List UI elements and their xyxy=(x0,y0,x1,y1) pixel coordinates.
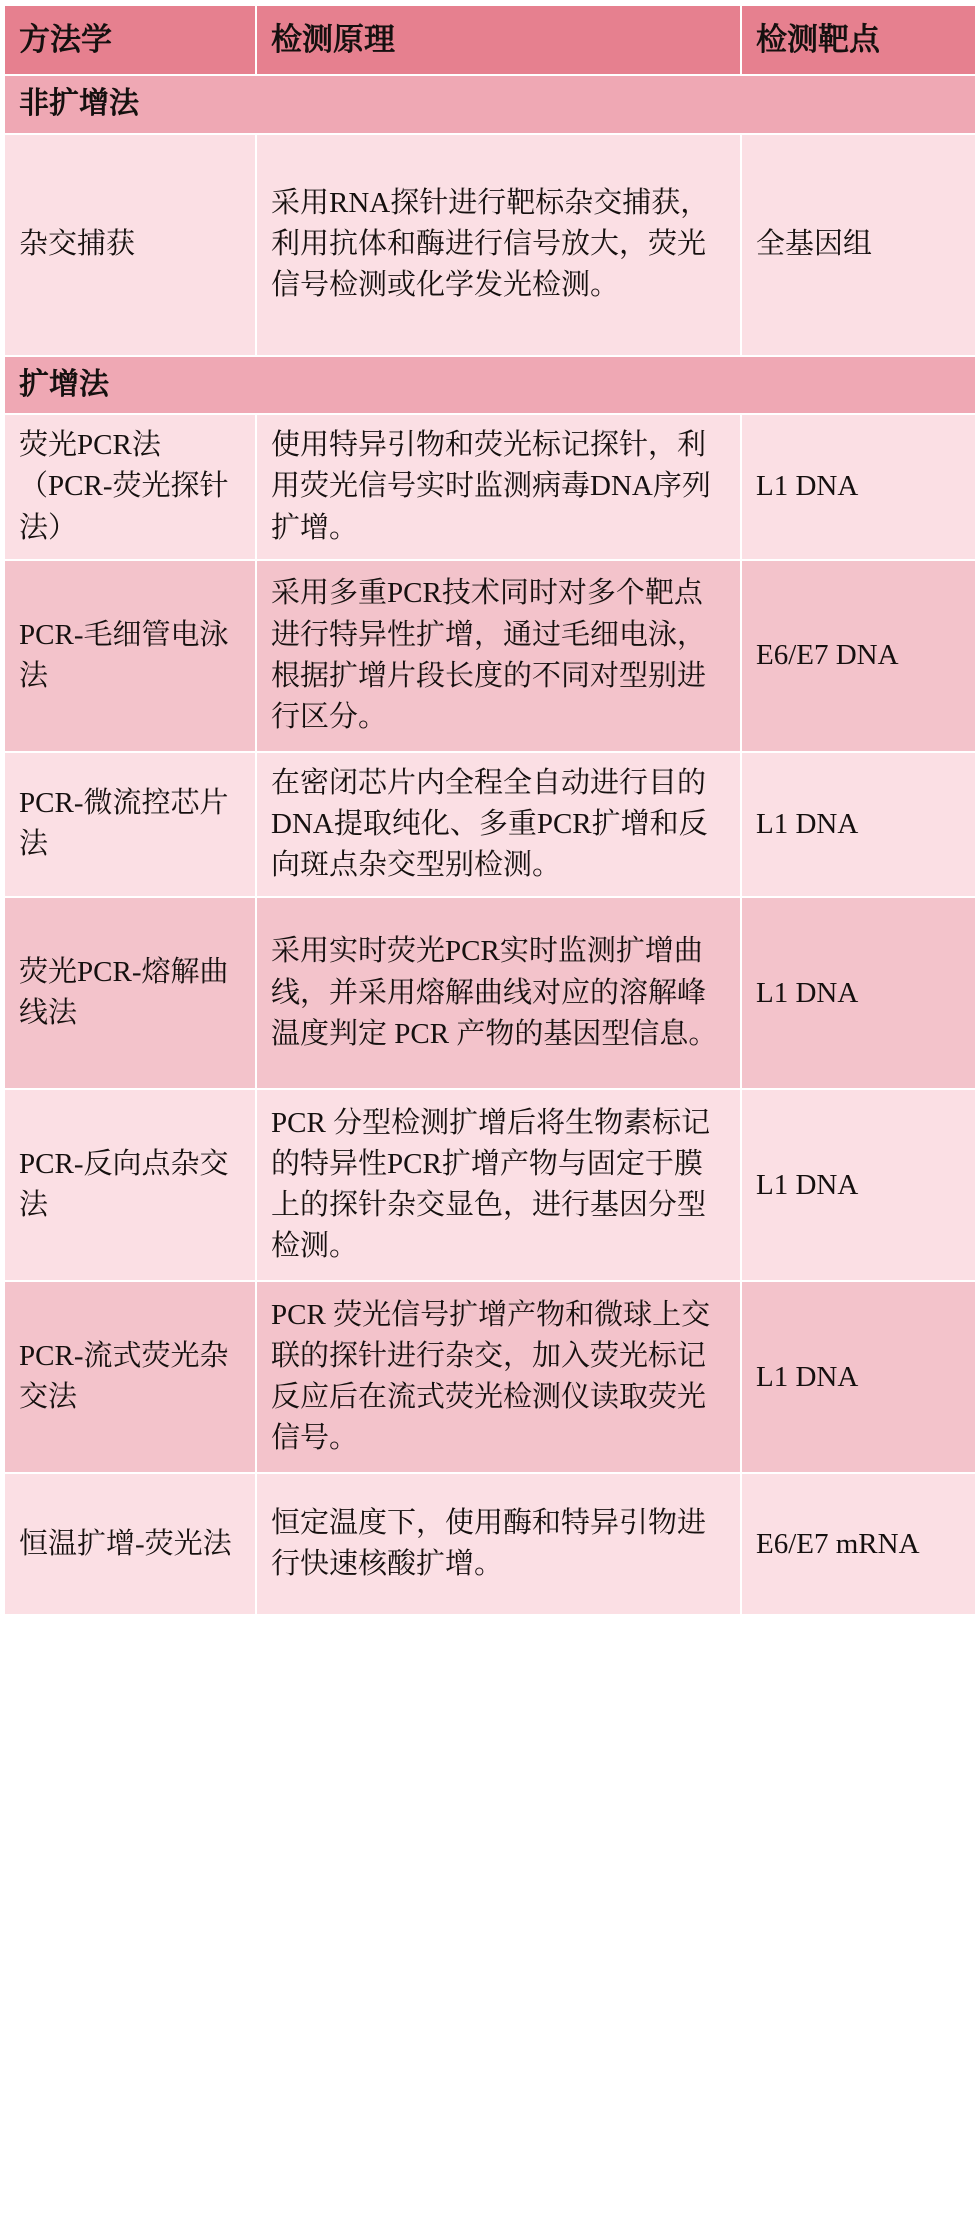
cell-methodology: 恒温扩增-荧光法 xyxy=(4,1473,256,1615)
cell-target: L1 DNA xyxy=(741,1281,976,1473)
cell-principle: 采用多重PCR技术同时对多个靶点进行特异性扩增，通过毛细电泳，根据扩增片段长度的不同对型别进行区分。 xyxy=(256,560,741,752)
cell-methodology: PCR-毛细管电泳法 xyxy=(4,560,256,752)
cell-target: L1 DNA xyxy=(741,414,976,560)
group-label: 扩增法 xyxy=(4,356,976,415)
cell-principle: PCR 分型检测扩增后将生物素标记的特异性PCR扩增产物与固定于膜上的探针杂交显色，进行基因分型检测。 xyxy=(256,1089,741,1281)
group-label: 非扩增法 xyxy=(4,75,976,134)
cell-target: 全基因组 xyxy=(741,134,976,356)
table-row xyxy=(4,752,976,898)
table-row xyxy=(4,414,976,560)
cell-methodology: PCR-流式荧光杂交法 xyxy=(4,1281,256,1473)
table-row xyxy=(4,897,976,1089)
cell-methodology: 荧光PCR-熔解曲线法 xyxy=(4,897,256,1089)
methodology-table xyxy=(3,4,977,1616)
cell-principle: 在密闭芯片内全程全自动进行目的DNA提取纯化、多重PCR扩增和反向斑点杂交型别检测。 xyxy=(256,752,741,898)
table-row xyxy=(4,1281,976,1473)
cell-target: E6/E7 DNA xyxy=(741,560,976,752)
cell-principle: 恒定温度下，使用酶和特异引物进行快速核酸扩增。 xyxy=(256,1473,741,1615)
table-row xyxy=(4,1473,976,1615)
cell-methodology: 荧光PCR法（PCR-荧光探针法） xyxy=(4,414,256,560)
cell-principle: 采用RNA探针进行靶标杂交捕获，利用抗体和酶进行信号放大，荧光信号检测或化学发光检测。 xyxy=(256,134,741,356)
table-row xyxy=(4,134,976,356)
table-header-row xyxy=(4,5,976,75)
cell-methodology: PCR-微流控芯片法 xyxy=(4,752,256,898)
group-row-non-amplification xyxy=(4,75,976,134)
cell-target: E6/E7 mRNA xyxy=(741,1473,976,1615)
table-row xyxy=(4,1089,976,1281)
column-header-methodology: 方法学 xyxy=(4,5,256,75)
cell-principle: 采用实时荧光PCR实时监测扩增曲线，并采用熔解曲线对应的溶解峰温度判定 PCR 产物的基因型信息。 xyxy=(256,897,741,1089)
cell-target: L1 DNA xyxy=(741,752,976,898)
column-header-principle: 检测原理 xyxy=(256,5,741,75)
cell-target: L1 DNA xyxy=(741,897,976,1089)
cell-principle: PCR 荧光信号扩增产物和微球上交联的探针进行杂交，加入荧光标记反应后在流式荧光检测仪读取荧光信号。 xyxy=(256,1281,741,1473)
cell-target: L1 DNA xyxy=(741,1089,976,1281)
group-row-amplification xyxy=(4,356,976,415)
cell-principle: 使用特异引物和荧光标记探针，利用荧光信号实时监测病毒DNA序列扩增。 xyxy=(256,414,741,560)
table-row xyxy=(4,560,976,752)
column-header-target: 检测靶点 xyxy=(741,5,976,75)
cell-methodology: 杂交捕获 xyxy=(4,134,256,356)
cell-methodology: PCR-反向点杂交法 xyxy=(4,1089,256,1281)
